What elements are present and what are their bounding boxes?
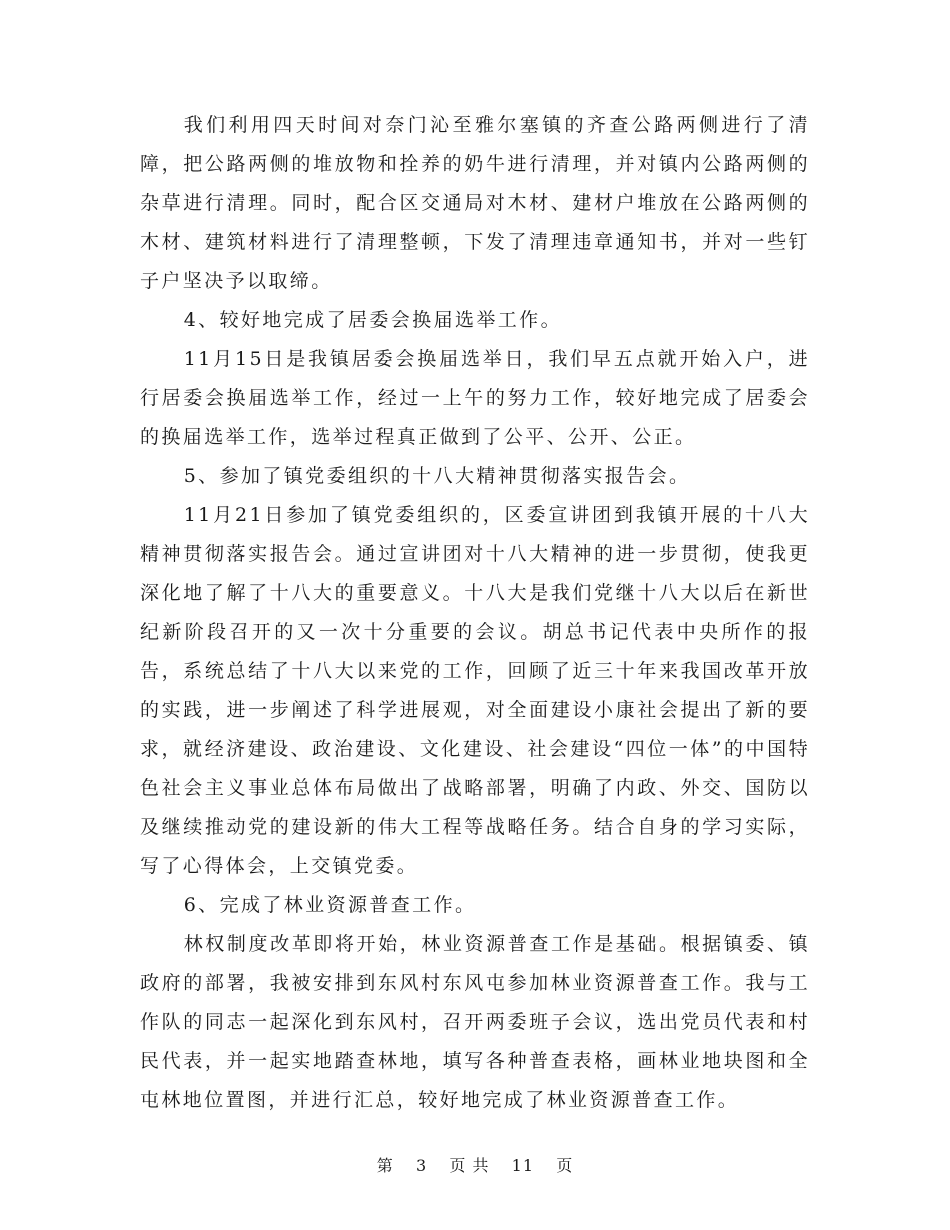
total-page-count: 11	[511, 1156, 534, 1175]
page-footer	[0, 1153, 950, 1176]
heading-item-5: 5、参加了镇党委组织的十八大精神贯彻落实报告会。	[183, 465, 691, 487]
heading-item-6: 6、完成了林业资源普查工作。	[183, 894, 477, 916]
current-page-number: 3	[415, 1156, 428, 1175]
footer-suffix: 页	[556, 1156, 574, 1175]
paragraph-report-meeting: 11月21日参加了镇党委组织的，区委宣讲团到我镇开展的十八大精神贯彻落实报告会。通过宣讲团对十八大精神的进一步贯彻，使我更深化地了解了十八大的重要意义。十八大是我们党继十八大以后在新世纪新阶段召开的又一次十分重要的会议。胡总书记代表中央所作的报告，系统总结了十八大以来党的工作，回顾了近三十年来我国改革开放的实践，进一步阐述了科学进展观，对全面建设小康社会提出了新的要求，就经济建设、政治建设、文化建设、社会建设“四位一体”的中国特色社会主义事业总体布局做出了战略部署，明确了内政、外交、国防以及继续推动党的建设新的伟大工程等战略任务。结合自身的学习实际，写了心得体会，上交镇党委。	[140, 504, 810, 877]
paragraph-forest-survey: 林权制度改革即将开始，林业资源普查工作是基础。根据镇委、镇政府的部署，我被安排到东风村东风屯参加林业资源普查工作。我与工作队的同志一起深化到东风村，召开两委班子会议，选出党员代表和村民代表，并一起实地踏查林地，填写各种普查表格，画林业地块图和全屯林地位置图，并进行汇总，较好地完成了林业资源普查工作。	[140, 933, 810, 1111]
document-body	[140, 106, 810, 1120]
footer-prefix: 第	[376, 1156, 394, 1175]
heading-item-4: 4、较好地完成了居委会换届选举工作。	[183, 309, 562, 331]
paragraph-road-clearing: 我们利用四天时间对奈门沁至雅尔塞镇的齐查公路两侧进行了清障，把公路两侧的堆放物和拴养的奶牛进行清理，并对镇内公路两侧的杂草进行清理。同时，配合区交通局对木材、建材户堆放在公路两侧的木材、建筑材料进行了清理整顿，下发了清理违章通知书，并对一些钉子户坚决予以取缔。	[140, 114, 810, 292]
paragraph-election: 11月15日是我镇居委会换届选举日，我们早五点就开始入户，进行居委会换届选举工作，经过一上午的努力工作，较好地完成了居委会的换届选举工作，选举过程真正做到了公平、公开、公正。	[140, 348, 810, 448]
footer-mid: 页 共	[449, 1156, 490, 1175]
